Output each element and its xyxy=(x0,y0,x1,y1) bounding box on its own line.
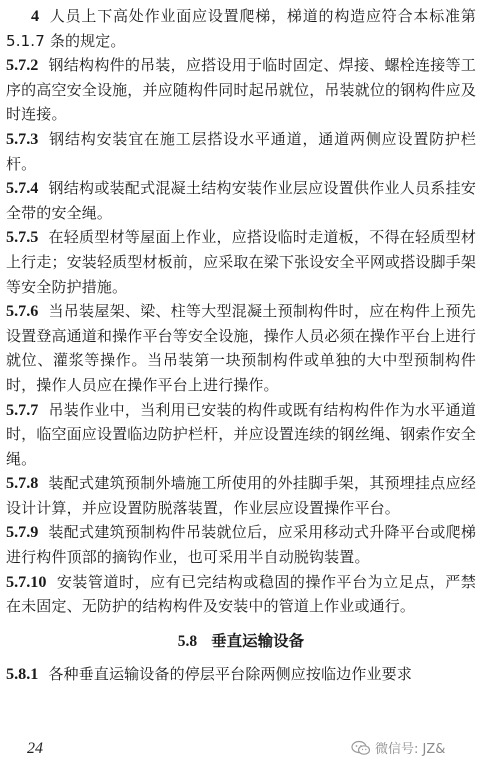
clause-4 xyxy=(6,4,476,53)
clause-number: 5.7.5 xyxy=(6,228,39,247)
clause-text: 钢结构构件的吊装，应搭设用于临时固定、焊接、螺栓连接等工序的高空安全设施，并应随构件同时起吊就位，吊装就位的钢构件应及时连接。 xyxy=(6,56,476,124)
watermark-text: 微信号: JZ& xyxy=(375,742,446,757)
clause-5-8-1 xyxy=(6,662,476,687)
clause-text: 装配式建筑预制外墙施工所使用的外挂脚手架，其预埋挂点应经设计计算，并应设置防脱落装置，作业层应设置操作平台。 xyxy=(6,474,476,517)
clause-number: 5.7.6 xyxy=(6,302,39,321)
clause-text: 在轻质型材等屋面上作业，应搭设临时走道板，不得在轻质型材上行走；安装轻质型材板前，应采取在梁下张设安全平网或搭设脚手架等安全防护措施。 xyxy=(6,228,476,296)
clause-text: 钢结构或装配式混凝土结构安装作业层应设置供作业人员系挂安全带的安全绳。 xyxy=(6,179,476,222)
section-heading xyxy=(6,629,476,654)
clause-number: 5.7.3 xyxy=(6,129,39,148)
clause-number: 5.7.8 xyxy=(6,474,39,493)
clause-5-7-6 xyxy=(6,299,476,397)
clause-5-7-2 xyxy=(6,53,476,127)
page-number: 24 xyxy=(27,740,43,757)
clause-text: 钢结构安装宜在施工层搭设水平通道，通道两侧应设置防护栏杆。 xyxy=(6,129,476,173)
clause-text: 安装管道时，应有已完结构或稳固的操作平台为立足点，严禁在未固定、无防护的结构构件及安装中的管道上作业或通行。 xyxy=(6,572,476,616)
clause-text: 吊装作业中，当利用已安装的构件或既有结构构件作为水平通道时，临空面应设置临边防护栏杆，并应设置连续的钢丝绳、钢索作安全绳。 xyxy=(6,400,476,468)
section-title: 垂直运输设备 xyxy=(211,631,305,650)
wechat-watermark xyxy=(351,738,445,757)
clause-5-7-9 xyxy=(6,520,476,569)
section-number: 5.8 xyxy=(177,632,198,650)
clause-number: 5.8.1 xyxy=(6,664,39,683)
wechat-icon xyxy=(351,740,371,756)
clause-text: 当吊装屋架、梁、柱等大型混凝土预制构件时，应在构件上预先设置登高通道和操作平台等安全设施，操作人员必须在操作平台上进行就位、灌浆等操作。当吊装第一块预制构件或单独的大中型预制构件时，操作人员应在操作平台上进行操作。 xyxy=(6,302,476,394)
clause-number: 5.7.7 xyxy=(6,400,39,419)
clause-number: 5.7.10 xyxy=(6,572,47,591)
clause-5-7-4 xyxy=(6,176,476,225)
clause-text: 各种垂直运输设备的停层平台除两侧应按临边作业要求 xyxy=(48,664,412,683)
clause-5-7-5 xyxy=(6,225,476,299)
clause-text: 装配式建筑预制构件吊装就位后，应采用移动式升降平台或爬梯进行构件顶部的摘钩作业，也可采用半自动脱钩装置。 xyxy=(6,523,476,567)
clause-5-7-10 xyxy=(6,570,476,619)
clause-number: 5.7.2 xyxy=(6,56,39,75)
clause-number: 5.7.9 xyxy=(6,523,39,542)
clause-5-7-8 xyxy=(6,471,476,520)
clause-text: 人员上下高处作业面应设置爬梯，梯道的构造应符合本标准第 5.1.7 条的规定。 xyxy=(6,7,476,50)
clause-number: 4 xyxy=(31,7,40,25)
clause-5-7-3 xyxy=(6,127,476,176)
clause-number: 5.7.4 xyxy=(6,179,39,198)
clause-5-7-7 xyxy=(6,398,476,472)
page-content xyxy=(6,4,476,686)
